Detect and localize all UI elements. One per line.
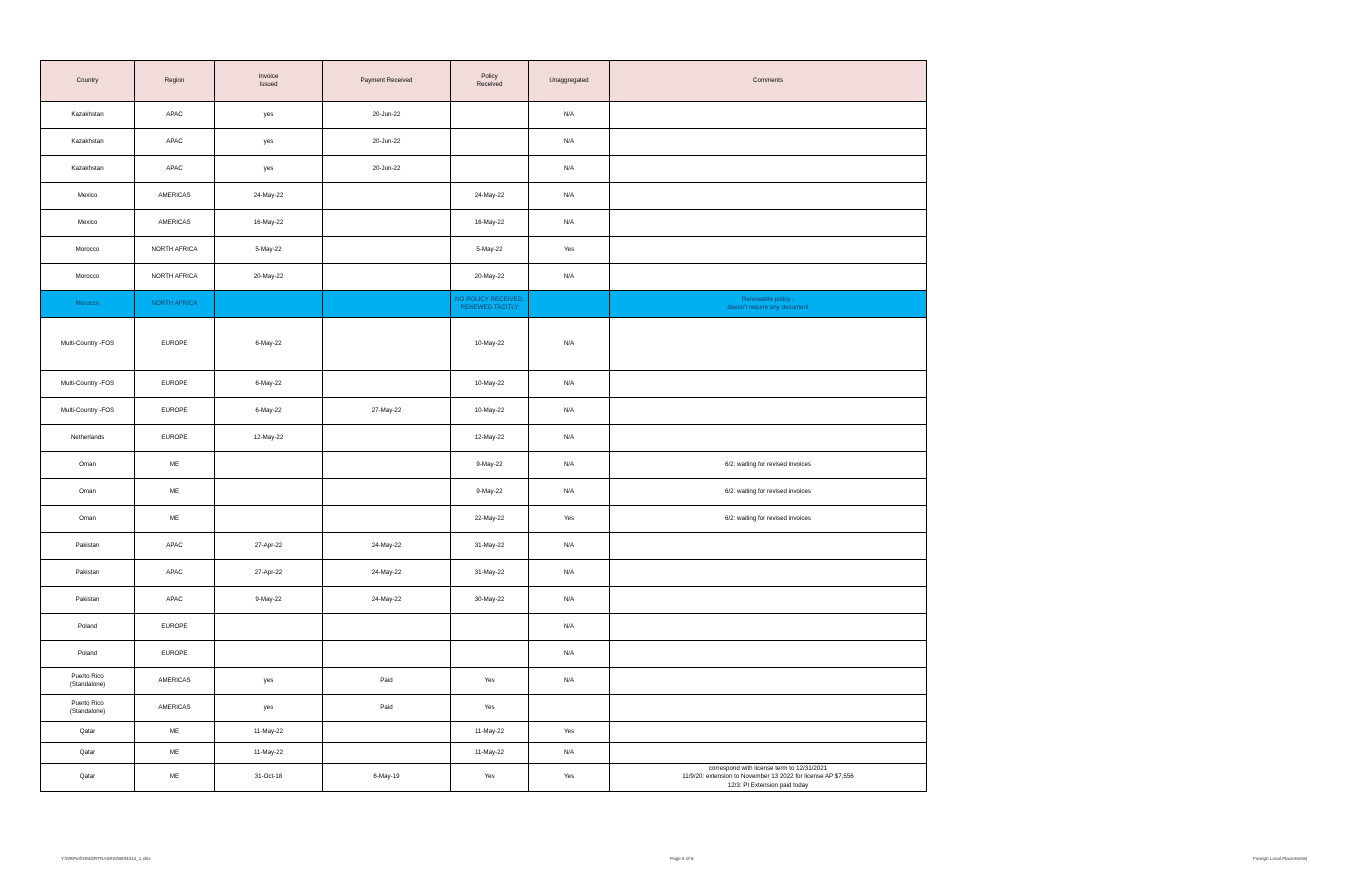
- cell-unaggregated: N/A: [529, 371, 610, 398]
- cell-policy-received: 9-May-22: [451, 479, 529, 506]
- cell-unaggregated: N/A: [529, 425, 610, 452]
- table-row: [41, 318, 927, 371]
- cell-comments: [610, 371, 927, 398]
- cell-comments: 6/2: waiting for revised invoices: [610, 506, 927, 533]
- cell-invoice-issued: [215, 506, 323, 533]
- table-row: [41, 156, 927, 183]
- cell-region: NORTH AFRICA: [135, 291, 215, 318]
- cell-comments: [610, 668, 927, 695]
- cell-unaggregated: N/A: [529, 668, 610, 695]
- cell-invoice-issued: yes: [215, 156, 323, 183]
- cell-payment-received: [323, 318, 451, 371]
- cell-payment-received: 27-May-22: [323, 398, 451, 425]
- cell-region: NORTH AFRICA: [135, 237, 215, 264]
- cell-comments: [610, 695, 927, 722]
- cell-policy-received: 31-May-22: [451, 560, 529, 587]
- table-row-highlighted: [41, 291, 927, 318]
- cell-invoice-issued: 6-May-22: [215, 398, 323, 425]
- table-row: [41, 695, 927, 722]
- cell-payment-received: 20-Jun-22: [323, 102, 451, 129]
- cell-region: EUROPE: [135, 398, 215, 425]
- cell-region: AMERICAS: [135, 210, 215, 237]
- cell-unaggregated: N/A: [529, 398, 610, 425]
- col-header-comments: Comments: [610, 61, 927, 102]
- cell-payment-received: [323, 641, 451, 668]
- cell-country: Pakistan: [41, 560, 135, 587]
- cell-unaggregated: N/A: [529, 587, 610, 614]
- table-row: [41, 371, 927, 398]
- cell-invoice-issued: 11-May-22: [215, 722, 323, 743]
- cell-comments: [610, 183, 927, 210]
- cell-region: EUROPE: [135, 371, 215, 398]
- cell-country: Mexico: [41, 210, 135, 237]
- cell-invoice-issued: 9-May-22: [215, 587, 323, 614]
- cell-policy-received: [451, 102, 529, 129]
- cell-comments: correspond with license term to 12/31/2021 11/9/20: extension to November 13 2022 for license AP $7,556 12/3: PI Extension paid today: [610, 764, 927, 792]
- cell-invoice-issued: [215, 641, 323, 668]
- cell-policy-received: Yes: [451, 668, 529, 695]
- cell-policy-received: 5-May-22: [451, 237, 529, 264]
- cell-unaggregated: N/A: [529, 533, 610, 560]
- cell-unaggregated: N/A: [529, 318, 610, 371]
- cell-region: APAC: [135, 533, 215, 560]
- cell-policy-received: 24-May-22: [451, 183, 529, 210]
- cell-region: APAC: [135, 156, 215, 183]
- cell-country: Puerto Rico (Standalone): [41, 668, 135, 695]
- cell-country: Netherlands: [41, 425, 135, 452]
- cell-payment-received: [323, 183, 451, 210]
- cell-invoice-issued: [215, 291, 323, 318]
- cell-region: NORTH AFRICA: [135, 264, 215, 291]
- cell-payment-received: [323, 506, 451, 533]
- cell-comments: [610, 425, 927, 452]
- cell-unaggregated: N/A: [529, 614, 610, 641]
- cell-country: Qatar: [41, 722, 135, 743]
- cell-country: Oman: [41, 506, 135, 533]
- cell-comments: [610, 237, 927, 264]
- table-row: [41, 452, 927, 479]
- cell-invoice-issued: 11-May-22: [215, 743, 323, 764]
- cell-payment-received: [323, 291, 451, 318]
- cell-unaggregated: N/A: [529, 156, 610, 183]
- cell-policy-received: 11-May-22: [451, 743, 529, 764]
- cell-unaggregated: N/A: [529, 183, 610, 210]
- cell-payment-received: 24-May-22: [323, 560, 451, 587]
- footer-sheet-name: Foreign Local Placements|: [1253, 856, 1308, 861]
- cell-comments: [610, 318, 927, 371]
- cell-unaggregated: Yes: [529, 237, 610, 264]
- cell-policy-received: NO POLICY RECEIVED, RENEWED TACITLY: [451, 291, 529, 318]
- cell-unaggregated: [529, 291, 610, 318]
- cell-policy-received: 12-May-22: [451, 425, 529, 452]
- cell-payment-received: [323, 371, 451, 398]
- cell-invoice-issued: yes: [215, 668, 323, 695]
- cell-unaggregated: Yes: [529, 722, 610, 743]
- cell-unaggregated: N/A: [529, 479, 610, 506]
- col-header-unaggregated: Unaggregated: [529, 61, 610, 102]
- table-body: [41, 102, 927, 792]
- table-row: [41, 210, 927, 237]
- cell-comments: [610, 560, 927, 587]
- cell-country: Multi-Country -FOS: [41, 318, 135, 371]
- col-header-region: Region: [135, 61, 215, 102]
- cell-comments: [610, 398, 927, 425]
- cell-unaggregated: N/A: [529, 210, 610, 237]
- cell-unaggregated: N/A: [529, 102, 610, 129]
- cell-region: ME: [135, 479, 215, 506]
- cell-country: Kazakhstan: [41, 129, 135, 156]
- table-row: [41, 560, 927, 587]
- table-row: [41, 183, 927, 210]
- table-row: [41, 398, 927, 425]
- cell-payment-received: Paid: [323, 695, 451, 722]
- cell-payment-received: 20-Jun-22: [323, 156, 451, 183]
- cell-region: APAC: [135, 560, 215, 587]
- cell-comments: Renewable policy - doesn't require any document: [610, 291, 927, 318]
- cell-region: AMERICAS: [135, 183, 215, 210]
- table-row: [41, 129, 927, 156]
- table-row: [41, 425, 927, 452]
- cell-country: Kazakhstan: [41, 156, 135, 183]
- cell-invoice-issued: 27-Apr-22: [215, 560, 323, 587]
- table-row: [41, 102, 927, 129]
- cell-country: Mexico: [41, 183, 135, 210]
- cell-comments: 6/2: waiting for revised invoices: [610, 452, 927, 479]
- cell-payment-received: [323, 743, 451, 764]
- cell-unaggregated: N/A: [529, 641, 610, 668]
- cell-policy-received: 22-May-22: [451, 506, 529, 533]
- cell-payment-received: [323, 210, 451, 237]
- cell-unaggregated: Yes: [529, 764, 610, 792]
- placements-table: [40, 60, 927, 792]
- cell-country: Pakistan: [41, 533, 135, 560]
- footer-file-path: Y:\NRPerfrDM3\RTRASRIS\8934014_1.xlsx: [61, 856, 151, 861]
- cell-country: Morocco: [41, 264, 135, 291]
- cell-payment-received: Paid: [323, 668, 451, 695]
- cell-invoice-issued: 20-May-22: [215, 264, 323, 291]
- cell-unaggregated: [529, 695, 610, 722]
- cell-invoice-issued: 24-May-22: [215, 183, 323, 210]
- cell-comments: 6/2: waiting for revised invoices: [610, 479, 927, 506]
- cell-country: Poland: [41, 641, 135, 668]
- cell-comments: [610, 156, 927, 183]
- cell-country: Multi-Country -FOS: [41, 371, 135, 398]
- cell-region: EUROPE: [135, 318, 215, 371]
- cell-policy-received: 10-May-22: [451, 318, 529, 371]
- cell-comments: [610, 641, 927, 668]
- cell-invoice-issued: 16-May-22: [215, 210, 323, 237]
- cell-comments: [610, 533, 927, 560]
- cell-policy-received: Yes: [451, 695, 529, 722]
- cell-comments: [610, 743, 927, 764]
- cell-policy-received: 11-May-22: [451, 722, 529, 743]
- cell-country: Poland: [41, 614, 135, 641]
- table-row: [41, 479, 927, 506]
- cell-country: Puerto Rico (Standalone): [41, 695, 135, 722]
- header-row: [41, 61, 927, 102]
- cell-policy-received: 9-May-22: [451, 452, 529, 479]
- cell-invoice-issued: 5-May-22: [215, 237, 323, 264]
- cell-payment-received: [323, 264, 451, 291]
- table-row: [41, 764, 927, 792]
- col-header-invoice-issued: Invoice Issued: [215, 61, 323, 102]
- cell-payment-received: 24-May-22: [323, 533, 451, 560]
- cell-unaggregated: Yes: [529, 506, 610, 533]
- table-row: [41, 722, 927, 743]
- cell-policy-received: 10-May-22: [451, 398, 529, 425]
- table-row: [41, 587, 927, 614]
- cell-region: ME: [135, 452, 215, 479]
- cell-invoice-issued: [215, 614, 323, 641]
- col-header-country: Country: [41, 61, 135, 102]
- cell-region: EUROPE: [135, 614, 215, 641]
- cell-invoice-issued: 6-May-22: [215, 371, 323, 398]
- cell-comments: [610, 614, 927, 641]
- cell-country: Pakistan: [41, 587, 135, 614]
- cell-invoice-issued: yes: [215, 102, 323, 129]
- cell-payment-received: [323, 479, 451, 506]
- table-row: [41, 506, 927, 533]
- cell-country: Kazakhstan: [41, 102, 135, 129]
- cell-region: ME: [135, 506, 215, 533]
- cell-country: Oman: [41, 452, 135, 479]
- cell-country: Morocco: [41, 237, 135, 264]
- footer-page-number: Page 6 of 8: [670, 856, 694, 861]
- cell-policy-received: [451, 614, 529, 641]
- cell-comments: [610, 722, 927, 743]
- col-header-policy-received: Policy Received: [451, 61, 529, 102]
- cell-region: ME: [135, 743, 215, 764]
- cell-region: APAC: [135, 587, 215, 614]
- cell-policy-received: [451, 129, 529, 156]
- table-row: [41, 533, 927, 560]
- cell-region: EUROPE: [135, 425, 215, 452]
- cell-region: AMERICAS: [135, 695, 215, 722]
- cell-region: ME: [135, 722, 215, 743]
- cell-invoice-issued: yes: [215, 695, 323, 722]
- cell-policy-received: 10-May-22: [451, 371, 529, 398]
- table-row: [41, 641, 927, 668]
- cell-region: AMERICAS: [135, 668, 215, 695]
- cell-invoice-issued: 31-Oct-18: [215, 764, 323, 792]
- cell-policy-received: 30-May-22: [451, 587, 529, 614]
- cell-comments: [610, 264, 927, 291]
- table-row: [41, 668, 927, 695]
- cell-region: EUROPE: [135, 641, 215, 668]
- cell-country: Oman: [41, 479, 135, 506]
- cell-policy-received: Yes: [451, 764, 529, 792]
- table-row: [41, 743, 927, 764]
- cell-comments: [610, 587, 927, 614]
- cell-region: APAC: [135, 102, 215, 129]
- cell-unaggregated: N/A: [529, 129, 610, 156]
- cell-invoice-issued: [215, 452, 323, 479]
- cell-invoice-issued: 6-May-22: [215, 318, 323, 371]
- cell-payment-received: [323, 614, 451, 641]
- cell-region: ME: [135, 764, 215, 792]
- cell-country: Multi-Country -FOS: [41, 398, 135, 425]
- cell-region: APAC: [135, 129, 215, 156]
- cell-country: Qatar: [41, 764, 135, 792]
- cell-unaggregated: N/A: [529, 743, 610, 764]
- cell-payment-received: [323, 237, 451, 264]
- cell-unaggregated: N/A: [529, 452, 610, 479]
- cell-unaggregated: N/A: [529, 264, 610, 291]
- cell-policy-received: 31-May-22: [451, 533, 529, 560]
- col-header-payment-received: Payment Received: [323, 61, 451, 102]
- cell-comments: [610, 102, 927, 129]
- cell-payment-received: [323, 452, 451, 479]
- cell-invoice-issued: 27-Apr-22: [215, 533, 323, 560]
- cell-policy-received: 20-May-22: [451, 264, 529, 291]
- cell-payment-received: 20-Jun-22: [323, 129, 451, 156]
- cell-policy-received: [451, 156, 529, 183]
- cell-comments: [610, 210, 927, 237]
- cell-invoice-issued: [215, 479, 323, 506]
- cell-payment-received: 24-May-22: [323, 587, 451, 614]
- cell-policy-received: [451, 641, 529, 668]
- table-row: [41, 237, 927, 264]
- cell-country: Qatar: [41, 743, 135, 764]
- cell-country: Morocco: [41, 291, 135, 318]
- cell-invoice-issued: yes: [215, 129, 323, 156]
- cell-invoice-issued: 12-May-22: [215, 425, 323, 452]
- cell-payment-received: [323, 722, 451, 743]
- cell-comments: [610, 129, 927, 156]
- table-row: [41, 614, 927, 641]
- cell-payment-received: [323, 425, 451, 452]
- cell-unaggregated: N/A: [529, 560, 610, 587]
- cell-policy-received: 16-May-22: [451, 210, 529, 237]
- cell-payment-received: 6-May-19: [323, 764, 451, 792]
- table-row: [41, 264, 927, 291]
